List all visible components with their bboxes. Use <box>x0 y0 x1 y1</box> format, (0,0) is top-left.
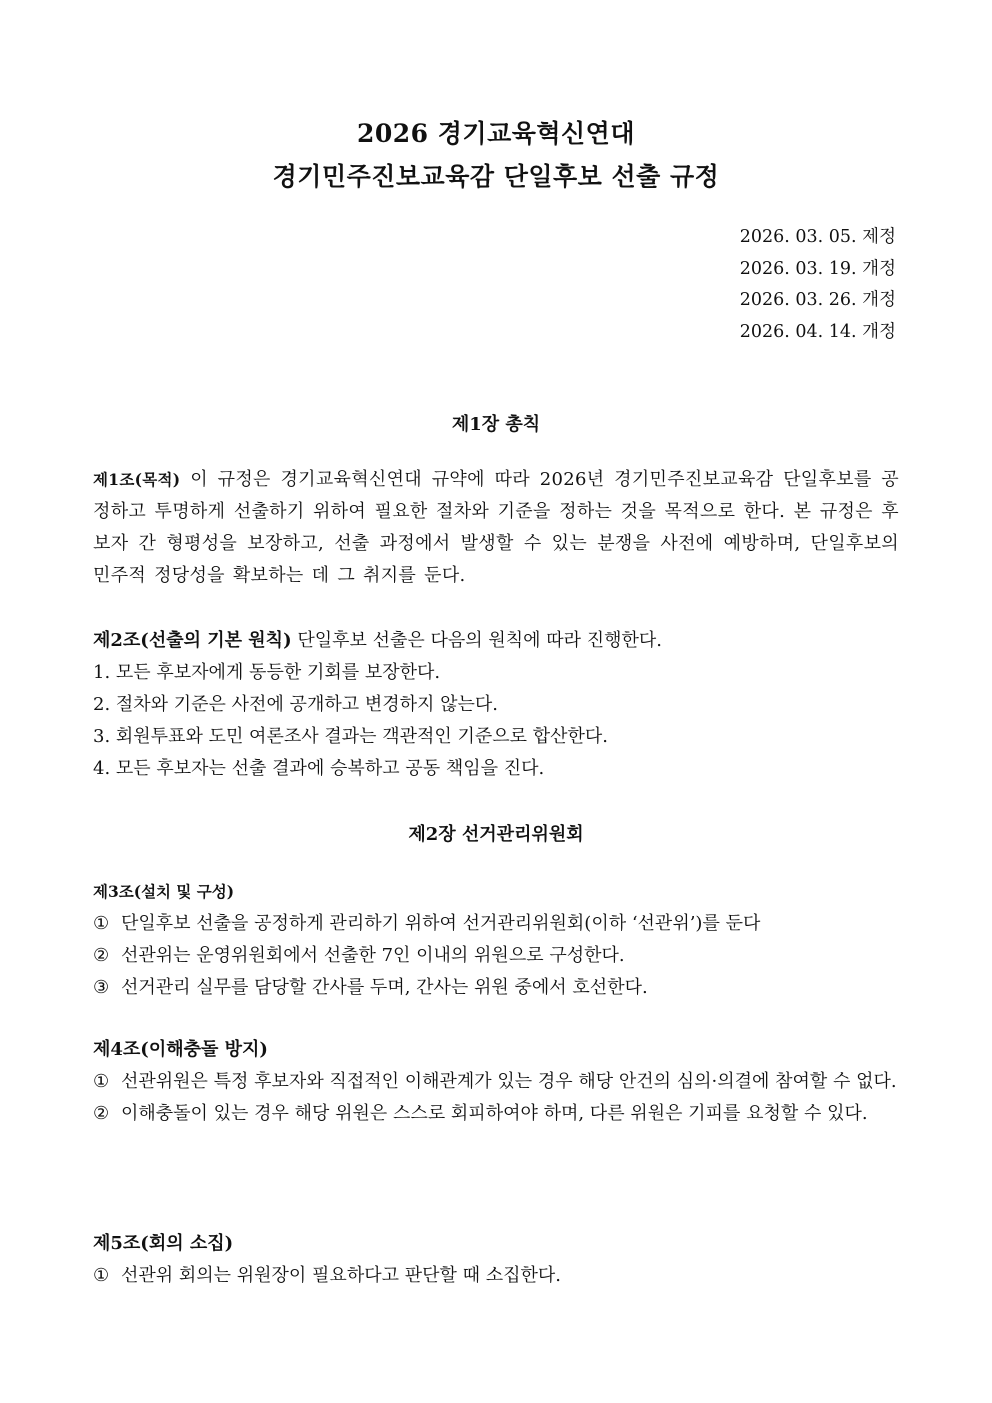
article-2 <box>93 625 899 785</box>
revision-history <box>740 222 896 348</box>
chapter-heading: 제2장 선거관리위원회 <box>408 824 584 845</box>
clause-number: ③ <box>93 977 110 998</box>
revision-entry: 2026. 03. 05. 제정 <box>739 227 896 247</box>
document-title-line1: 2026 경기교육혁신연대 <box>357 119 635 148</box>
revision-entry: 2026. 03. 19. 개정 <box>739 258 896 279</box>
article-paragraph <box>93 464 899 592</box>
article-title: 제1조(목적) <box>93 470 181 489</box>
clause-item <box>93 1260 899 1292</box>
article-5 <box>93 1228 899 1292</box>
article-3 <box>93 876 899 1004</box>
clause-item <box>93 940 899 972</box>
clause-item <box>93 1066 899 1098</box>
clause-text: 선관위 회의는 위원장이 필요하다고 판단할 때 소집한다. <box>121 1265 561 1286</box>
clause-text: 이해충돌이 있는 경우 해당 위원은 스스로 회피하여야 하며, 다른 위원은 기피를 요청할 수 있다. <box>121 1103 868 1124</box>
article-title: 제5조(회의 소집) <box>93 1233 234 1254</box>
revision-entry: 2026. 03. 26. 개정 <box>739 290 896 310</box>
clause-number: ② <box>93 945 110 966</box>
article-4 <box>93 1034 899 1130</box>
clause-number: ① <box>93 1265 110 1286</box>
article-body: 이 규정은 경기교육혁신연대 규약에 따라 2026년 경기민주진보교육감 단일후보를 공정하고 투명하게 선출하기 위하여 필요한 절차와 기준을 정하는 것을 목적으로 한다. 본 규정은 후보자 간 형평성을 보장하고, 선출 과정에서 발생할 수 있는 분쟁을 사전에 예방하며, 단일후보의 민주적 정당성을 확보하는 데 그 취지를 둔다. <box>93 469 899 586</box>
list-item: 4. 모든 후보자는 선출 결과에 승복하고 공동 책임을 진다. <box>93 758 545 779</box>
revision-entry: 2026. 04. 14. 개정 <box>739 321 896 342</box>
article-title: 제3조(설치 및 구성) <box>93 882 235 901</box>
clause-text: 선거관리 실무를 담당할 간사를 두며, 간사는 위원 중에서 호선한다. <box>121 977 648 998</box>
article-title: 제4조(이해충돌 방지) <box>93 1039 268 1060</box>
clause-item <box>93 908 899 940</box>
clause-item <box>93 1098 899 1130</box>
article-1 <box>93 464 899 592</box>
document-title-line2: 경기민주진보교육감 단일후보 선출 규정 <box>272 162 720 191</box>
list-item: 3. 회원투표와 도민 여론조사 결과는 객관적인 기준으로 합산한다. <box>93 726 609 747</box>
list-item: 2. 절차와 기준은 사전에 공개하고 변경하지 않는다. <box>93 694 498 715</box>
list-item: 1. 모든 후보자에게 동등한 기회를 보장한다. <box>93 662 441 683</box>
clause-text: 선관위원은 특정 후보자와 직접적인 이해관계가 있는 경우 해당 안건의 심의·의결에 참여할 수 없다. <box>121 1071 897 1092</box>
chapter-heading: 제1장 총칙 <box>451 414 541 435</box>
clause-number: ① <box>93 1071 110 1092</box>
article-title: 제2조(선출의 기본 원칙) <box>93 630 292 651</box>
article-intro: 단일후보 선출은 다음의 원칙에 따라 진행한다. <box>291 630 663 651</box>
clause-text: 단일후보 선출을 공정하게 관리하기 위하여 선거관리위원회(이하 ‘선관위’)를 둔다 <box>121 913 761 934</box>
clause-number: ① <box>93 913 110 934</box>
clause-item <box>93 972 899 1004</box>
clause-text: 선관위는 운영위원회에서 선출한 7인 이내의 위원으로 구성한다. <box>121 945 625 966</box>
article-heading-line <box>93 625 899 657</box>
clause-number: ② <box>93 1103 110 1124</box>
